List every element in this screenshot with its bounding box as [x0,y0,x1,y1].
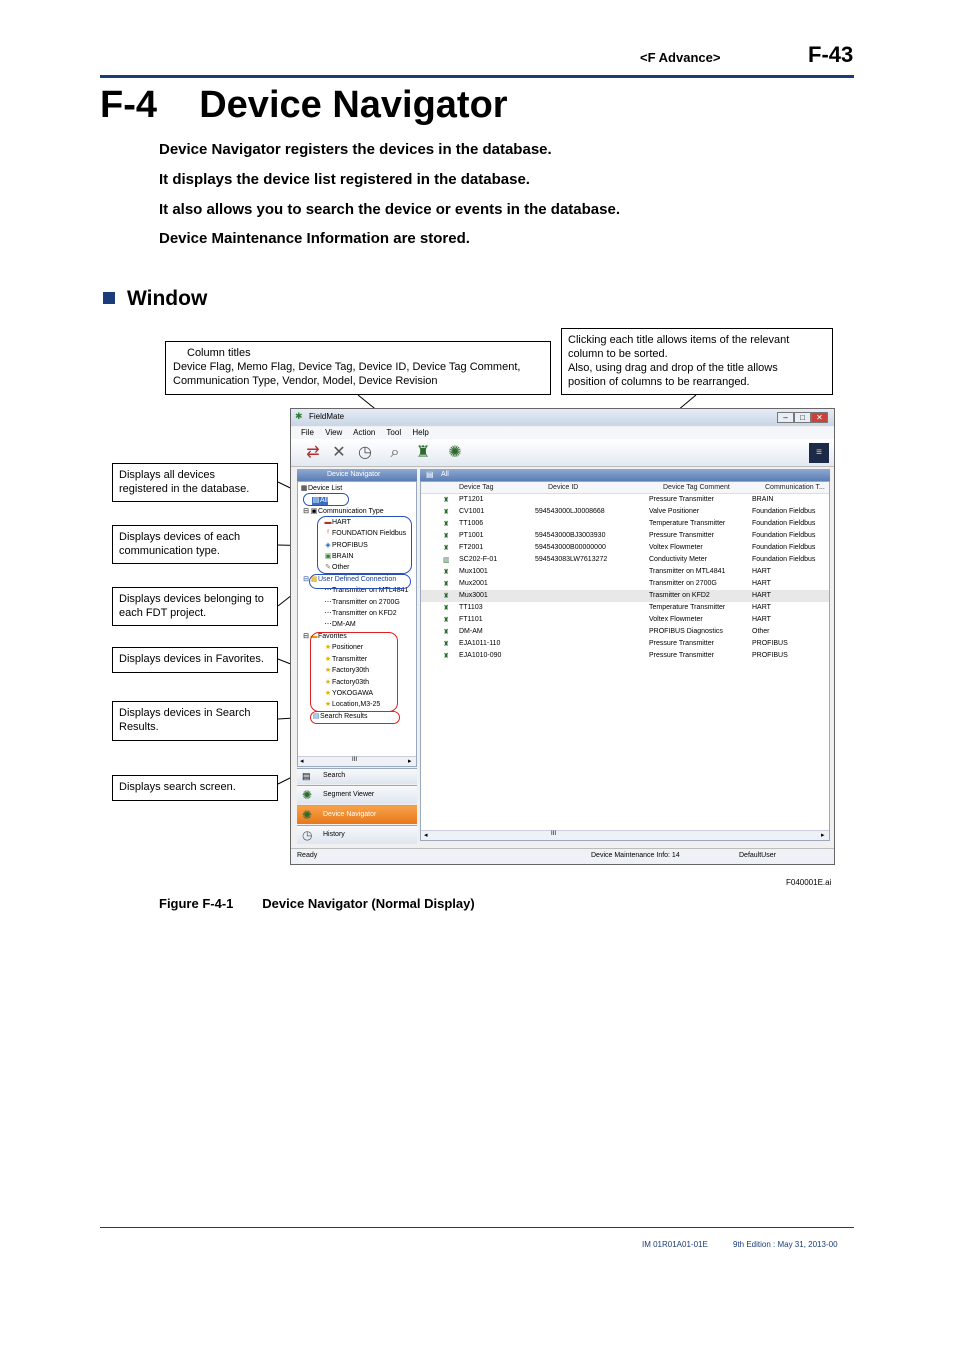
device-icon: ♜ [443,617,450,624]
device-navigator-icon: ✺ [302,808,313,822]
network-icon[interactable]: ✺ [448,444,462,461]
status-ready: Ready [297,852,318,859]
callout-text: each FDT project. [119,607,207,619]
figure-filename: F040001E.ai [786,878,832,887]
tree-fav-factory30th[interactable]: ★Factory30th [324,667,369,674]
cell-device-id: 594543083LW7613272 [535,556,608,563]
menu-view[interactable]: View [325,428,343,437]
callout-text: Displays devices of each [119,531,241,543]
intro-line-4: Device Maintenance Information are stored. [159,230,470,247]
device-icon: ♜ [443,593,450,600]
left-hscrollbar[interactable] [298,756,416,766]
search-results-icon: ▤ [312,713,320,720]
table-row[interactable] [421,578,829,590]
segment-viewer-icon: ✺ [302,788,313,802]
menu-bar [291,427,834,439]
page-title: F-4 Device Navigator [100,84,508,126]
callout-communication-type [112,525,278,564]
cell-device-tag-comment: Pressure Transmitter [649,640,714,647]
cell-device-tag: FT2001 [459,544,484,551]
device-icon: ▥ [443,557,450,564]
search-icon: ▤ [302,771,311,781]
scroll-right-icon[interactable]: ▸ [408,758,412,765]
connection-icon: ⋯ [324,599,332,606]
tree-transmitter-kfd2[interactable]: ⋯Transmitter on KFD2 [324,610,397,617]
menu-file[interactable]: File [301,428,314,437]
callout-text: Displays devices belonging to [119,593,264,605]
cell-device-tag-comment: Transmitter on 2700G [649,580,717,587]
header-section: <F Advance> [640,50,721,65]
callout-text: Displays all devices [119,469,215,481]
callout-favorites [112,647,278,673]
highlight-communication-type [317,516,412,574]
callout-column-titles [165,341,551,395]
section-title: Window [127,287,208,310]
cell-device-tag-comment: Valve Positioner [649,508,700,515]
callout-text: Also, using drag and drop of the title allows [568,362,778,374]
device-table [420,481,830,841]
tree-device-list[interactable]: ▦Device List [300,485,343,492]
tree-user-defined-connection[interactable]: ⊟ ▩User Defined Connection [303,576,397,583]
table-row[interactable] [421,638,829,650]
nav-device-navigator[interactable]: ✺ Device Navigator [297,805,417,824]
intro-line-1: Device Navigator registers the devices in the database. [159,141,552,158]
callout-text: Column titles [187,347,251,359]
tree-fav-positioner[interactable]: ★Positioner [324,644,364,651]
callout-text: position of columns to be rearranged. [568,376,750,388]
callout-text: registered in the database. [119,483,250,495]
callout-search-results [112,701,278,741]
star-icon: ★ [324,667,332,674]
device-icon[interactable]: ♜ [415,444,431,461]
cell-communication-type: Foundation Fieldbus [752,508,816,515]
callout-text: communication type. [119,545,220,557]
toolbar [291,439,834,467]
callout-text: Device Flag, Memo Flag, Device Tag, Device ID, Device Tag Comment, [173,361,521,373]
collapse-icon: ⊟ [303,508,309,515]
tree-hart[interactable]: ▬HART [324,519,351,526]
status-bar [291,848,834,863]
other-icon: ✎ [325,564,331,571]
nav-search[interactable]: ▤ Search [297,768,417,784]
device-icon: ♜ [443,605,450,612]
column-device-tag[interactable]: Device Tag [459,484,494,491]
nav-segment-viewer[interactable]: ✺ Segment Viewer [297,785,417,804]
callout-text: Displays devices in Favorites. [119,653,264,665]
cell-device-tag: TT1103 [459,604,483,611]
star-icon: ★ [324,690,332,697]
device-icon: ♜ [443,533,450,540]
logo-icon: ≡ [809,443,829,463]
footer-doc-number: IM 01R01A01-01E [642,1240,708,1249]
connection-icon: ⋯ [324,587,332,594]
project-folder-icon: ▩ [310,576,318,583]
tree-favorites[interactable]: ⊟ ▬Favorites [303,633,347,640]
window-title: FieldMate [309,412,345,421]
table-row[interactable] [421,566,829,578]
scroll-left-icon[interactable]: ◂ [300,758,304,765]
scroll-grip[interactable]: III [352,757,358,763]
cell-device-tag: CV1001 [459,508,485,515]
callout-text: Displays devices in Search [119,707,251,719]
cell-device-tag-comment: PROFIBUS Diagnostics [649,628,723,635]
page-number: F-43 [808,42,854,67]
app-icon: ✱ [295,411,303,421]
callout-all-devices [112,463,278,502]
device-icon: ♜ [443,629,450,636]
device-icon: ♜ [443,641,450,648]
callout-search-screen [112,775,278,801]
cell-communication-type: PROFIBUS [752,640,788,647]
star-icon: ★ [324,644,332,651]
left-pane-header: Device Navigator [297,469,417,481]
footer-edition: 9th Edition : May 31, 2013-00 [733,1240,838,1249]
cell-device-tag-comment: Pressure Transmitter [649,652,714,659]
cell-device-tag-comment: Trasmitter on KFD2 [649,592,710,599]
cell-device-tag: EJA1010-090 [459,652,502,659]
minimize-button[interactable]: – [777,412,794,423]
cell-device-tag: PT1201 [459,496,484,503]
callout-text: Results. [119,721,159,733]
column-communication-type[interactable]: Communication T... [765,484,825,491]
status-maintenance-info: Device Maintenance Info: 14 [591,852,680,859]
highlight-all [303,493,349,506]
collapse-icon: ⊟ [303,633,309,640]
collapse-icon: ⊟ [303,576,309,583]
tree-other[interactable]: ✎Other [325,564,350,571]
cell-device-id: 594543000B00000000 [535,544,606,551]
cell-device-tag: Mux2001 [459,580,488,587]
star-icon: ★ [324,701,332,708]
intro-line-2: It displays the device list registered in the database. [159,171,530,188]
column-device-tag-comment[interactable]: Device Tag Comment [663,484,730,491]
window-titlebar [291,409,834,426]
connection-icon: ⋯ [324,621,332,628]
callout-text: Clicking each title allows items of the relevant [568,334,790,346]
cell-device-tag: PT1001 [459,532,484,539]
tree-all[interactable]: ▤All [312,497,328,504]
tree-brain[interactable]: ▣BRAIN [324,553,354,560]
scroll-right-icon[interactable]: ▸ [821,832,825,839]
profibus-icon: ◈ [325,542,331,549]
highlight-favorites [310,632,398,712]
cell-device-tag-comment: Temperature Transmitter [649,604,726,611]
brain-icon: ▣ [324,553,332,560]
table-row[interactable] [421,494,829,506]
status-user: DefaultUser [739,852,776,859]
table-row[interactable] [421,590,829,602]
cell-device-tag-comment: Pressure Transmitter [649,532,714,539]
device-icon: ♜ [443,569,450,576]
cell-communication-type: HART [752,616,771,623]
highlight-search-results [310,711,400,724]
cell-device-tag-comment: Voltex Flowmeter [649,616,703,623]
cell-communication-type: Foundation Fieldbus [752,532,816,539]
tree-foundation-fieldbus[interactable]: ᶠ FOUNDATION Fieldbus [324,530,406,538]
footer-rule [100,1227,854,1228]
device-icon: ♜ [443,509,450,516]
maximize-button[interactable]: □ [794,412,811,423]
callout-text: Communication Type, Vendor, Model, Device Revision [173,375,438,387]
device-icon: ♜ [443,545,450,552]
star-icon: ★ [324,656,332,663]
delete-icon[interactable]: ✕ [332,444,346,461]
device-icon: ♜ [443,653,450,660]
table-row[interactable] [421,614,829,626]
table-row[interactable] [421,530,829,542]
table-row[interactable] [421,506,829,518]
tree-search-results[interactable]: ▤Search Results [312,713,368,720]
tree-fav-factory03th[interactable]: ★Factory03th [324,679,369,686]
highlight-user-defined-connection [309,574,411,589]
table-row[interactable] [421,650,829,662]
menu-tool[interactable]: Tool [386,428,402,437]
table-row[interactable] [421,542,829,554]
close-button[interactable]: ✕ [811,412,828,423]
device-icon: ♜ [443,497,450,504]
cell-device-tag: Mux1001 [459,568,488,575]
cell-communication-type: PROFIBUS [752,652,788,659]
callout-text: Displays search screen. [119,781,236,793]
nav-history[interactable]: ◷ History [297,825,417,844]
cell-device-tag-comment: Conductivity Meter [649,556,707,563]
table-row[interactable] [421,518,829,530]
table-header [421,482,829,494]
cell-device-tag: TT1006 [459,520,484,527]
cell-device-id: 594543000LJ0008668 [535,508,605,515]
cell-communication-type: Foundation Fieldbus [752,520,816,527]
list-icon: ▦ [300,485,308,492]
folder-icon: ▣ [310,508,318,515]
database-icon: ▤ [426,470,434,479]
favorites-folder-icon: ▬ [310,633,318,640]
cell-communication-type: BRAIN [752,496,774,503]
cell-device-tag-comment: Pressure Transmitter [649,496,714,503]
cell-communication-type: HART [752,592,771,599]
tree-transmitter-2700g[interactable]: ⋯Transmitter on 2700G [324,599,400,606]
tree-dm-am[interactable]: ⋯DM-AM [324,621,356,628]
cell-communication-type: HART [752,604,771,611]
tree-communication-type[interactable]: ⊟ ▣Communication Type [303,508,384,515]
table-row[interactable] [421,602,829,614]
fieldbus-icon: ᶠ [327,530,329,537]
cell-device-tag: SC202-F-01 [459,556,498,563]
clock-icon[interactable]: ◷ [358,444,372,461]
connect-icon[interactable]: ⇄ [306,444,320,461]
figure-caption: Figure F-4-1 Device Navigator (Normal Display) [159,896,475,911]
table-row[interactable] [421,626,829,638]
scroll-left-icon[interactable]: ◂ [424,832,428,839]
tree-transmitter-mtl4841[interactable]: ⋯Transmitter on MTL4841 [324,587,409,594]
cell-device-tag: FT1101 [459,616,483,623]
cell-device-tag-comment: Temperature Transmitter [649,520,726,527]
tree-fav-transmitter[interactable]: ★Transmitter [324,656,368,663]
right-pane-header [420,469,830,481]
callout-fdt-project [112,587,278,626]
intro-line-3: It also allows you to search the device or events in the database. [159,201,620,218]
hart-icon: ▬ [324,519,332,526]
cell-device-tag: DM-AM [459,628,483,635]
magnifier-icon[interactable]: ⌕ [390,444,400,461]
tree-profibus[interactable]: ◈PROFIBUS [325,542,368,549]
callout-sorting [561,328,833,395]
cell-communication-type: Foundation Fieldbus [752,544,816,551]
scroll-grip[interactable]: III [551,831,557,837]
cell-device-id: 594543000BJ3003930 [535,532,606,539]
cell-device-tag-comment: Voltex Flowmeter [649,544,703,551]
tree-fav-yokogawa[interactable]: ★YOKOGAWA [324,690,374,697]
menu-action[interactable]: Action [353,428,376,437]
cell-communication-type: Other [752,628,770,635]
right-hscrollbar[interactable] [421,830,829,840]
cell-device-tag: Mux3001 [459,592,488,599]
right-pane-header-label: All [441,471,449,478]
cell-communication-type: HART [752,568,771,575]
column-device-id[interactable]: Device ID [548,484,579,491]
menu-help[interactable]: Help [412,428,429,437]
cell-communication-type: HART [752,580,771,587]
cell-device-tag-comment: Transmitter on MTL4841 [649,568,726,575]
star-icon: ★ [324,679,332,686]
history-icon: ◷ [302,828,313,842]
device-icon: ♜ [443,581,450,588]
database-icon: ▤ [312,497,320,504]
device-icon: ♜ [443,521,450,528]
cell-communication-type: Foundation Fieldbus [752,556,816,563]
callout-text: column to be sorted. [568,348,668,360]
cell-device-tag: EJA1011-110 [459,640,501,647]
tree-fav-location[interactable]: ★Location,M3-25 [324,701,381,708]
table-row[interactable] [421,554,829,566]
connection-icon: ⋯ [324,610,332,617]
